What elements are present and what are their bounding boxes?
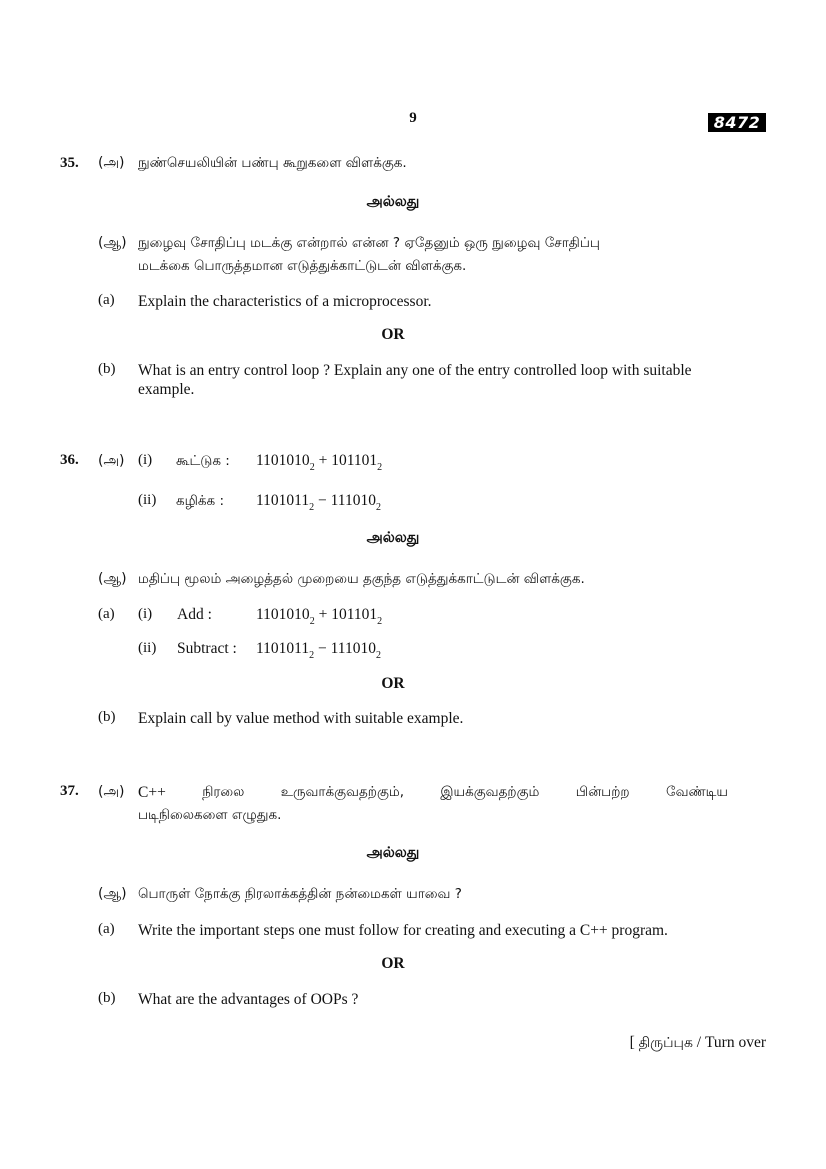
q36-tamil-ii-word: கழிக்க : bbox=[176, 493, 225, 509]
footer-bracket: [ bbox=[629, 1034, 635, 1051]
q36-english-ii-label: (ii) bbox=[138, 640, 157, 656]
q37-english-b-label: (b) bbox=[98, 990, 116, 1006]
base-subscript: 2 bbox=[309, 650, 315, 661]
base-subscript: 2 bbox=[375, 502, 381, 513]
question-number-35: 35. bbox=[60, 155, 79, 171]
q36-english-ii-word: Subtract : bbox=[177, 640, 237, 657]
q37-a-word: இயக்குவதற்கும் bbox=[440, 784, 540, 800]
base-subscript: 2 bbox=[309, 616, 315, 627]
base-subscript: 2 bbox=[377, 462, 383, 473]
q35-tamil-a-text: நுண்செயலியின் பண்பு கூறுகளை விளக்குக. bbox=[138, 155, 407, 171]
q35-english-a-label: (a) bbox=[98, 292, 115, 308]
page-number: 9 bbox=[409, 110, 417, 126]
q37-a-word: வேண்டிய bbox=[665, 784, 728, 800]
q35-english-a-text: Explain the characteristics of a microprocessor. bbox=[138, 293, 432, 310]
or-separator-tamil: அல்லது bbox=[366, 530, 420, 546]
q36-tamil-ii-label: (ii) bbox=[138, 492, 157, 508]
add-operand-1: 1101010 bbox=[256, 606, 310, 623]
or-separator-tamil: அல்லது bbox=[366, 194, 420, 210]
q37-tamil-a-line1 bbox=[138, 781, 728, 804]
minus-operator: − bbox=[317, 492, 327, 509]
add-operand-1: 1101010 bbox=[256, 452, 310, 469]
or-separator-english: OR bbox=[381, 675, 405, 692]
q37-tamil-a-line2: படிநிலைகளை எழுதுக. bbox=[138, 807, 282, 823]
q37-tamil-a-label: (அ) bbox=[98, 784, 125, 800]
q37-a-word: C++ bbox=[138, 784, 166, 801]
q36-english-b-label: (b) bbox=[98, 709, 116, 725]
sub-operand-1: 1101011 bbox=[256, 492, 310, 509]
question-number-36: 36. bbox=[60, 452, 79, 468]
q36-tamil-i-label: (i) bbox=[138, 452, 153, 468]
turn-over-tamil: திருப்புக bbox=[638, 1035, 693, 1051]
sub-operand-2: 111010 bbox=[330, 492, 376, 509]
q36-english-i-label: (i) bbox=[138, 606, 153, 622]
q36-tamil-add-expression bbox=[256, 452, 382, 473]
q36-tamil-b-text: மதிப்பு மூலம் அழைத்தல் முறையை தகுந்த எடுத்துக்காட்டுடன் விளக்குக. bbox=[138, 571, 585, 587]
q36-tamil-subtract-expression bbox=[256, 492, 381, 513]
plus-operator: + bbox=[318, 606, 328, 623]
q36-english-b-text: Explain call by value method with suitable example. bbox=[138, 710, 464, 727]
or-separator-english: OR bbox=[381, 326, 405, 343]
sub-operand-2: 111010 bbox=[330, 640, 376, 657]
q35-tamil-b-line2: மடக்கை பொருத்தமான எடுத்துக்காட்டுடன் விளக்குக. bbox=[138, 258, 467, 274]
q36-english-i-word: Add : bbox=[177, 606, 212, 623]
plus-operator: + bbox=[318, 452, 328, 469]
q35-tamil-b-label: (ஆ) bbox=[98, 235, 127, 251]
q36-tamil-a-label: (அ) bbox=[98, 453, 125, 469]
q35-tamil-b-line1: நுழைவு சோதிப்பு மடக்கு என்றால் என்ன ? ஏதேனும் ஒரு நுழைவு சோதிப்பு bbox=[138, 235, 600, 251]
q36-english-subtract-expression bbox=[256, 640, 381, 661]
or-separator-tamil: அல்லது bbox=[366, 845, 420, 861]
question-number-37: 37. bbox=[60, 783, 79, 799]
paper-code-badge: 8472 bbox=[708, 113, 766, 132]
q35-english-b-label: (b) bbox=[98, 361, 116, 377]
q37-english-b-text: What are the advantages of OOPs ? bbox=[138, 991, 359, 1008]
footer-separator: / bbox=[696, 1034, 702, 1051]
add-operand-2: 101101 bbox=[331, 606, 378, 623]
q37-a-word: உருவாக்குவதற்கும், bbox=[280, 784, 405, 800]
add-operand-2: 101101 bbox=[331, 452, 378, 469]
base-subscript: 2 bbox=[309, 502, 315, 513]
q37-tamil-b-text: பொருள் நோக்கு நிரலாக்கத்தின் நன்மைகள் யாவை ? bbox=[138, 886, 462, 902]
q37-english-a-label: (a) bbox=[98, 921, 115, 937]
q37-a-word: நிரலை bbox=[202, 784, 245, 800]
q36-tamil-i-word: கூட்டுக : bbox=[176, 453, 230, 469]
base-subscript: 2 bbox=[309, 462, 315, 473]
base-subscript: 2 bbox=[377, 616, 383, 627]
minus-operator: − bbox=[317, 640, 327, 657]
q37-english-a-text: Write the important steps one must follow for creating and executing a C++ program. bbox=[138, 922, 668, 939]
q37-tamil-b-label: (ஆ) bbox=[98, 886, 127, 902]
q35-english-b-text: What is an entry control loop ? Explain any one of the entry controlled loop with suitable example. bbox=[138, 362, 692, 398]
q36-tamil-b-label: (ஆ) bbox=[98, 571, 127, 587]
q36-english-a-label: (a) bbox=[98, 606, 115, 622]
base-subscript: 2 bbox=[375, 650, 381, 661]
turn-over-note bbox=[630, 1034, 766, 1053]
q37-a-word: பின்பற்ற bbox=[575, 784, 630, 800]
turn-over-english: Turn over bbox=[704, 1034, 766, 1051]
q36-english-add-expression bbox=[256, 606, 382, 627]
or-separator-english: OR bbox=[381, 955, 405, 972]
q35-tamil-a-label: (அ) bbox=[98, 155, 125, 171]
sub-operand-1: 1101011 bbox=[256, 640, 310, 657]
